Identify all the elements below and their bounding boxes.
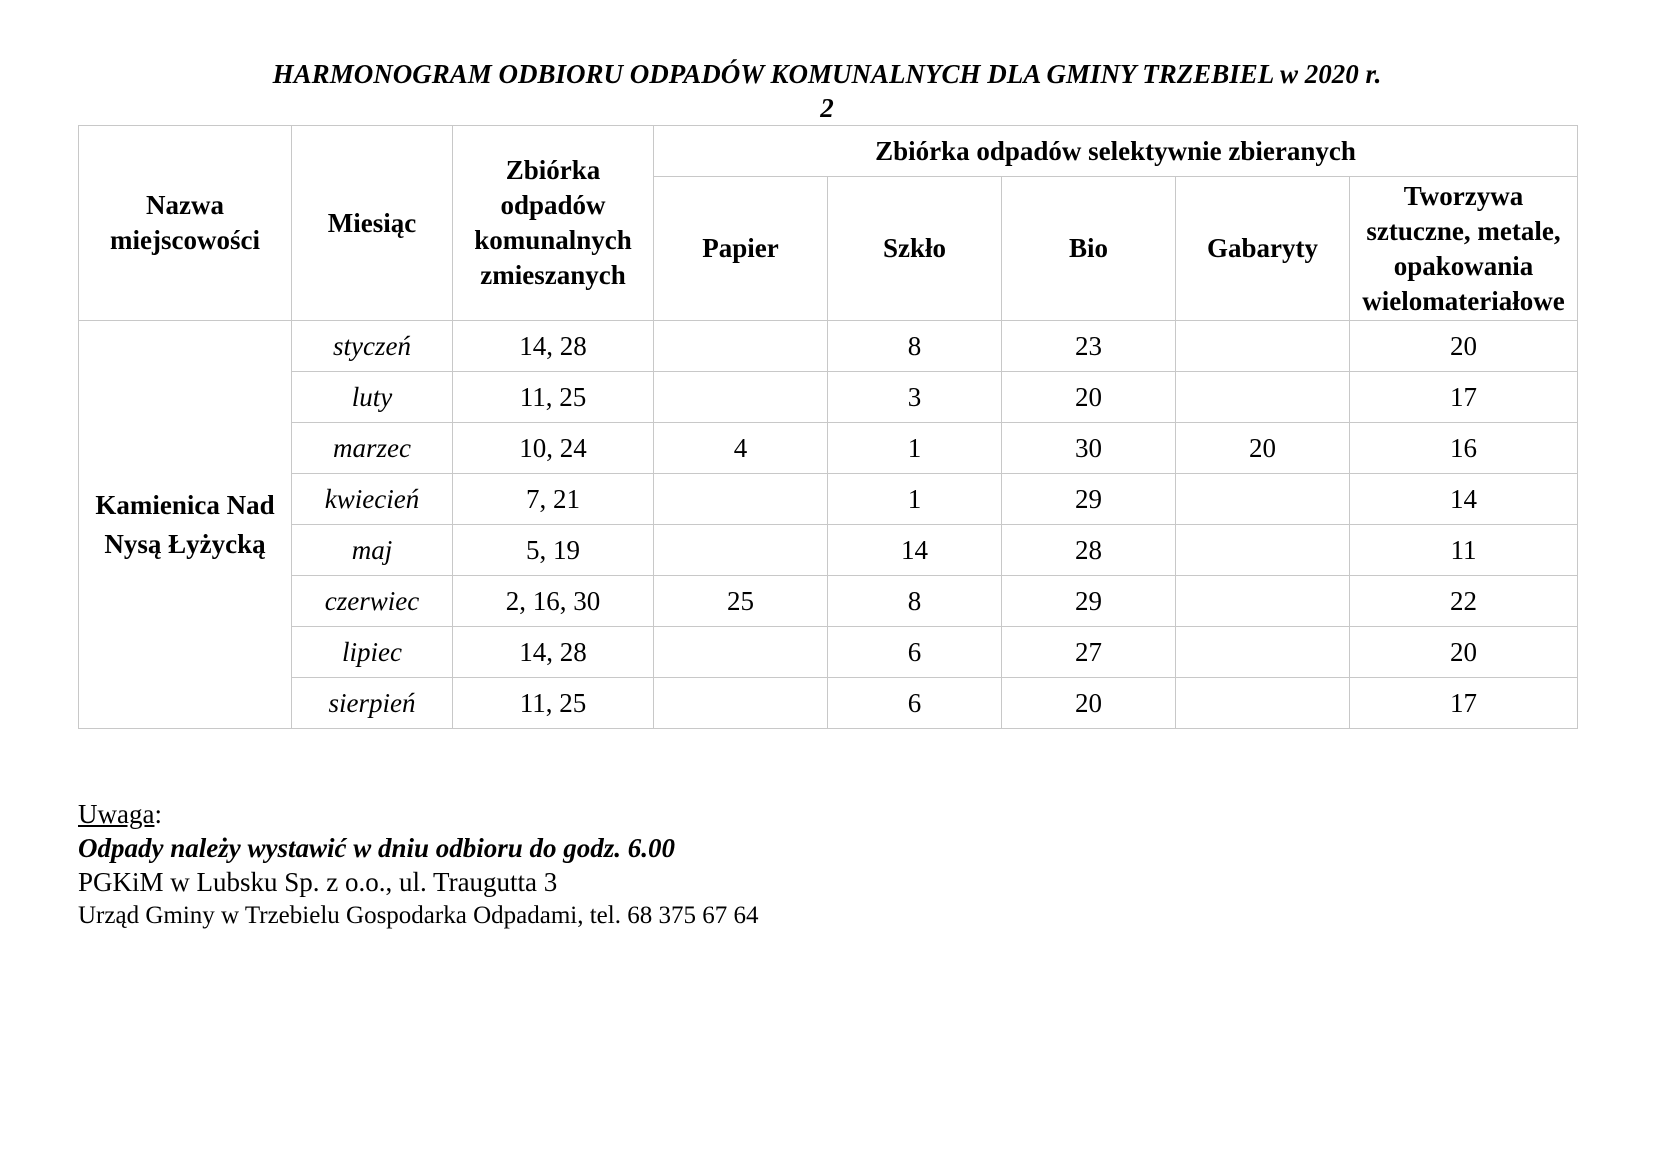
header-mixed-waste: Zbiórka odpadów komunalnych zmieszanych [453, 126, 654, 321]
mixed-cell: 7, 21 [453, 474, 654, 525]
table-row [79, 474, 1578, 525]
paper-cell [654, 525, 828, 576]
glass-cell: 14 [828, 525, 1002, 576]
header-place: Nazwa miejscowości [79, 126, 292, 321]
mixed-cell: 10, 24 [453, 423, 654, 474]
table-row [79, 321, 1578, 372]
bio-cell: 27 [1002, 627, 1176, 678]
glass-cell: 8 [828, 321, 1002, 372]
schedule-table [78, 125, 1578, 729]
month-cell: lipiec [292, 627, 453, 678]
bulky-cell [1176, 576, 1350, 627]
bulky-cell [1176, 321, 1350, 372]
paper-cell: 4 [654, 423, 828, 474]
table-row [79, 525, 1578, 576]
month-cell: styczeń [292, 321, 453, 372]
table-row [79, 627, 1578, 678]
month-cell: czerwiec [292, 576, 453, 627]
bio-cell: 29 [1002, 576, 1176, 627]
plastics-cell: 16 [1350, 423, 1578, 474]
glass-cell: 8 [828, 576, 1002, 627]
bulky-cell: 20 [1176, 423, 1350, 474]
paper-cell [654, 321, 828, 372]
bio-cell: 23 [1002, 321, 1176, 372]
month-cell: marzec [292, 423, 453, 474]
bulky-cell [1176, 678, 1350, 729]
plastics-cell: 22 [1350, 576, 1578, 627]
table-row [79, 678, 1578, 729]
notes-section [78, 797, 758, 933]
place-name: Kamienica Nad Nysą Łyżycką [79, 321, 292, 729]
paper-cell: 25 [654, 576, 828, 627]
bio-cell: 28 [1002, 525, 1176, 576]
bulky-cell [1176, 525, 1350, 576]
header-selective-group: Zbiórka odpadów selektywnie zbieranych [654, 126, 1578, 177]
month-cell: maj [292, 525, 453, 576]
notes-label: Uwaga [78, 799, 155, 829]
notes-label-line [78, 797, 758, 831]
bulky-cell [1176, 627, 1350, 678]
plastics-cell: 20 [1350, 321, 1578, 372]
glass-cell: 3 [828, 372, 1002, 423]
mixed-cell: 14, 28 [453, 321, 654, 372]
header-bio: Bio [1002, 177, 1176, 321]
plastics-cell: 17 [1350, 678, 1578, 729]
bulky-cell [1176, 372, 1350, 423]
plastics-cell: 11 [1350, 525, 1578, 576]
notes-label-colon: : [154, 799, 162, 829]
document-title: HARMONOGRAM ODBIORU ODPADÓW KOMUNALNYCH DLA GMINY TRZEBIEL w 2020 r. [272, 59, 1382, 89]
bio-cell: 30 [1002, 423, 1176, 474]
glass-cell: 1 [828, 423, 1002, 474]
plastics-cell: 20 [1350, 627, 1578, 678]
bulky-cell [1176, 474, 1350, 525]
mixed-cell: 14, 28 [453, 627, 654, 678]
bio-cell: 20 [1002, 372, 1176, 423]
mixed-cell: 2, 16, 30 [453, 576, 654, 627]
document-subtitle: 2 [820, 93, 834, 123]
notes-warning: Odpady należy wystawić w dniu odbioru do godz. 6.00 [78, 833, 676, 863]
plastics-cell: 17 [1350, 372, 1578, 423]
paper-cell [654, 372, 828, 423]
plastics-cell: 14 [1350, 474, 1578, 525]
paper-cell [654, 474, 828, 525]
month-cell: kwiecień [292, 474, 453, 525]
bio-cell: 29 [1002, 474, 1176, 525]
month-cell: sierpień [292, 678, 453, 729]
month-cell: luty [292, 372, 453, 423]
mixed-cell: 11, 25 [453, 372, 654, 423]
glass-cell: 1 [828, 474, 1002, 525]
header-month: Miesiąc [292, 126, 453, 321]
paper-cell [654, 678, 828, 729]
paper-cell [654, 627, 828, 678]
table-row [79, 576, 1578, 627]
table-row [79, 423, 1578, 474]
header-plastics: Tworzywa sztuczne, metale, opakowania wielomateriałowe [1350, 177, 1578, 321]
notes-office: Urząd Gminy w Trzebielu Gospodarka Odpadami, tel. 68 375 67 64 [78, 902, 759, 929]
header-bulky: Gabaryty [1176, 177, 1350, 321]
table-row [79, 372, 1578, 423]
glass-cell: 6 [828, 678, 1002, 729]
header-paper: Papier [654, 177, 828, 321]
mixed-cell: 11, 25 [453, 678, 654, 729]
glass-cell: 6 [828, 627, 1002, 678]
mixed-cell: 5, 19 [453, 525, 654, 576]
bio-cell: 20 [1002, 678, 1176, 729]
header-glass: Szkło [828, 177, 1002, 321]
notes-company: PGKiM w Lubsku Sp. z o.o., ul. Traugutta 3 [78, 867, 558, 897]
